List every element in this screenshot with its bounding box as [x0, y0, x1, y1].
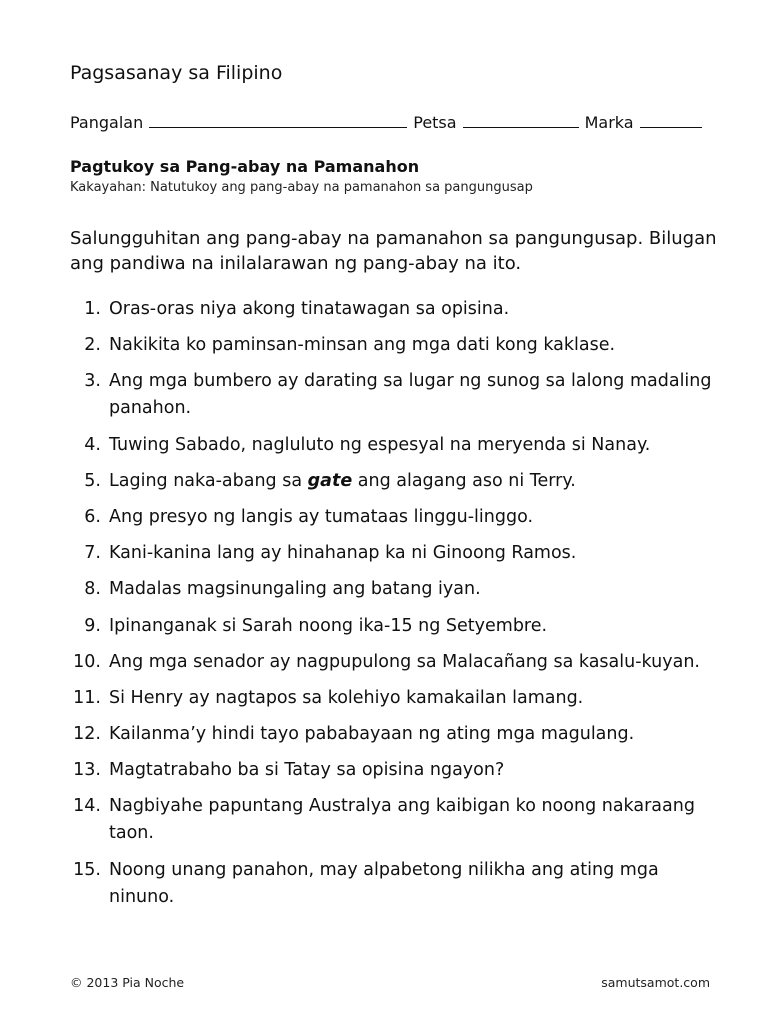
score-blank[interactable] [640, 113, 702, 128]
exercise-item [66, 296, 716, 323]
item-number: 10. [73, 651, 101, 672]
exercise-item [66, 504, 716, 531]
item-sentence: Oras-oras niya akong tinatawagan sa opisina. [109, 299, 510, 319]
footer-copyright: © 2013 Pia Noche [70, 975, 185, 990]
item-number: 8. [84, 579, 101, 600]
item-sentence: Kani-kanina lang ay hinahanap ka ni Ginoong Ramos. [109, 543, 577, 564]
item-sentence: Kailanma’y hindi tayo pababayaan ng ating mga magulang. [109, 724, 635, 745]
item-sentence-start: Laging naka-abang sa [109, 470, 308, 491]
item-sentence-end: ang alagang aso ni Terry. [352, 470, 576, 491]
item-sentence [109, 471, 576, 491]
item-number: 3. [84, 371, 101, 392]
exercise-item [66, 685, 716, 712]
item-number: 4. [84, 434, 101, 455]
student-info-fields [70, 113, 708, 132]
item-sentence: Nagbiyahe papuntang Australya ang kaibigan ko noong nakaraang taon. [109, 796, 695, 844]
item-number: 2. [84, 335, 101, 356]
footer-site: samutsamot.com [601, 975, 710, 990]
item-sentence: Ang mga senador ay nagpupulong sa Malacañang sa kasalu-kuyan. [109, 651, 700, 672]
item-number: 1. [84, 299, 101, 319]
item-sentence: Ang mga bumbero ay darating sa lugar ng sunog sa lalong madaling panahon. [109, 371, 712, 419]
item-number: 11. [73, 687, 101, 708]
item-sentence: Noong unang panahon, may alpabetong nilikha ang ating mga ninuno. [109, 859, 659, 907]
exercise-item [66, 332, 716, 359]
item-number: 5. [84, 470, 101, 491]
item-number: 9. [84, 615, 101, 636]
item-sentence: Tuwing Sabado, nagluluto ng espesyal na meryenda si Nanay. [109, 434, 651, 455]
item-number: 15. [73, 859, 101, 880]
item-number: 6. [84, 506, 101, 527]
exercise-item [66, 857, 716, 911]
exercise-item [66, 468, 716, 495]
item-number: 7. [84, 543, 101, 564]
skill-description: Kakayahan: Natutukoy ang pang-abay na pamanahon sa pangungusap [70, 180, 533, 195]
exercise-item [66, 721, 716, 748]
exercise-item [66, 368, 716, 422]
date-blank[interactable] [463, 113, 579, 128]
item-sentence: Nakikita ko paminsan-minsan ang mga dati kong kaklase. [109, 335, 616, 356]
exercise-item [66, 649, 716, 676]
section-title: Pagtukoy sa Pang-abay na Pamanahon [70, 157, 420, 176]
item-sentence: Ipinanganak si Sarah noong ika-15 ng Setyembre. [109, 615, 548, 636]
date-label: Petsa [413, 113, 457, 132]
exercise-item [66, 793, 716, 847]
exercise-item [66, 613, 716, 640]
name-blank[interactable] [149, 113, 407, 128]
name-label: Pangalan [70, 113, 144, 132]
item-sentence: Magtatrabaho ba si Tatay sa opisina ngayon? [109, 760, 505, 781]
worksheet-title: Pagsasanay sa Filipino [70, 62, 283, 84]
exercise-item [66, 757, 716, 784]
item-sentence: Ang presyo ng langis ay tumataas linggu-linggo. [109, 506, 534, 527]
item-number: 13. [73, 760, 101, 781]
item-emphasis-word: gate [307, 470, 353, 491]
item-sentence: Si Henry ay nagtapos sa kolehiyo kamakailan lamang. [109, 687, 584, 708]
instructions: Salungguhitan ang pang-abay na pamanahon sa pangungusap. Bilugan ang pandiwa na inilalarawan ng pang-abay na ito. [70, 228, 717, 274]
item-sentence: Madalas magsinungaling ang batang iyan. [109, 579, 481, 600]
item-number: 14. [73, 796, 101, 817]
exercise-list [66, 296, 716, 920]
exercise-item [66, 540, 716, 567]
score-label: Marka [584, 113, 634, 132]
exercise-item [66, 432, 716, 459]
exercise-item [66, 576, 716, 603]
item-number: 12. [73, 724, 101, 745]
